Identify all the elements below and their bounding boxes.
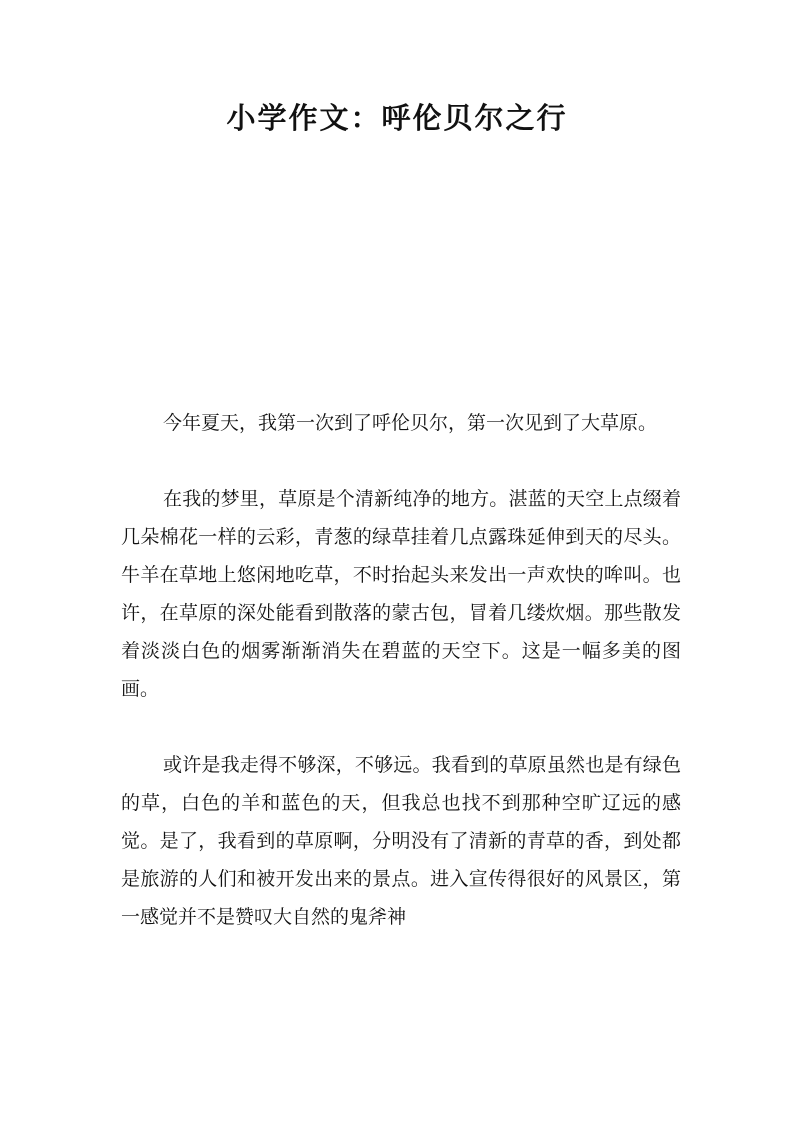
paragraph-3: 或许是我走得不够深，不够远。我看到的草原虽然也是有绿色的草，白色的羊和蓝色的天，但我总也找不到那种空旷辽远的感觉。是了，我看到的草原啊，分明没有了清新的青草的香，到处都是旅游的人们和被开发出来的景点。进入宣传得很好的风景区，第一感觉并不是赞叹大自然的鬼斧神 [121,754,681,928]
document-body [121,404,681,936]
document-title: 小学作文：呼伦贝尔之行 [226,101,568,135]
paragraph-2: 在我的梦里，草原是个清新纯净的地方。湛蓝的天空上点缀着几朵棉花一样的云彩，青葱的绿草挂着几点露珠延伸到天的尽头。牛羊在草地上悠闲地吃草，不时抬起头来发出一声欢快的哞叫。也许，在草原的深处能看到散落的蒙古包，冒着几缕炊烟。那些散发着淡淡白色的烟雾渐渐消失在碧蓝的天空下。这是一幅多美的图画。 [121,488,681,700]
paragraph-1: 今年夏天，我第一次到了呼伦贝尔，第一次见到了大草原。 [163,412,658,434]
